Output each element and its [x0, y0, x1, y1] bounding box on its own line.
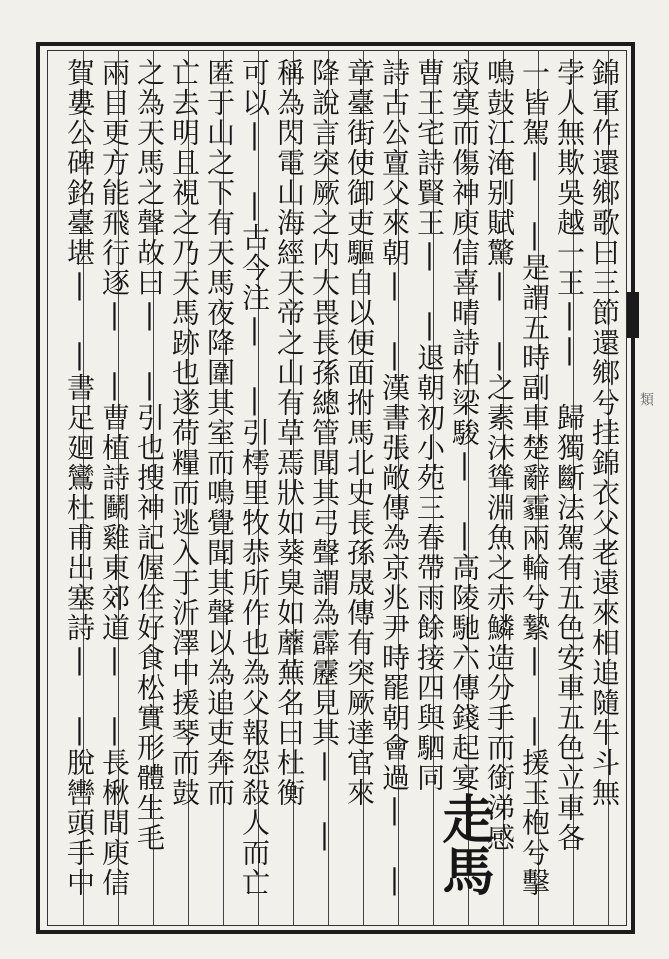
- text-column-4: 鳴鼓江淹别賦驚| |之素沫聳淵魚之赤鱗造分手而銜涕感: [483, 58, 516, 853]
- edge-marker-line: [627, 336, 639, 338]
- text-column-10: 稱為閃電山海經天帝之山有草焉狀如葵臭如蘼蕪名曰杜衡: [273, 58, 306, 808]
- text-column-8: 章臺街使御吏驅自以便面拊馬北史長孫晟傳有突厥達官來: [343, 58, 376, 808]
- text-column-3: 一皆駕| |是謂五時副車楚辭霾兩輪兮縶| |援玉枹兮擊: [518, 58, 551, 898]
- text-column-6: 曹王宅詩賢王| |退朝初小苑三春帶雨餘接四與駟同: [413, 58, 446, 793]
- text-column-11: 可以| |古今注| |引樗里牧恭所作也為父報怨殺人而亡: [238, 58, 271, 898]
- text-column-7: 詩古公亶父來朝| |漢書張敞傳為京兆尹時罷朝會過| |: [378, 58, 411, 898]
- text-column-12: 匿于山之下有天馬夜降圍其室而鳴覺聞其聲以為追吏奔而: [203, 58, 236, 808]
- margin-fragment: 類: [638, 392, 654, 406]
- text-column-16: 賀婁公碑銘臺堪| |書足廻鸞杜甫出塞詩| |脫轡頭手中: [63, 58, 96, 898]
- text-column-13: 亡去明且視之乃天馬跡也遂荷糧而逃入于沂澤中援琴而鼓: [168, 58, 201, 808]
- text-column-1: 錦軍作還鄉歌曰三節還鄉兮挂錦衣父老遠來相追隨牛斗無: [588, 58, 621, 808]
- text-column-9: 降說言突厥之内大畏長孫總管聞其弓聲謂為霹靂見其| |: [308, 58, 341, 853]
- edge-marker: [627, 292, 639, 336]
- entry-heading: 走馬: [433, 792, 494, 896]
- text-column-14: 之為天馬之聲故曰| |引也搜神記偓佺好食松實形體生毛: [133, 58, 166, 853]
- text-column-15: 兩目更方能飛行逐| |曹植詩鬭雞東郊道| |長楸間庾信: [98, 58, 131, 898]
- text-column-2: 孛人無欺吳越一王|| 歸獨斷法駕有五色安車五色立車各: [553, 58, 586, 853]
- text-column-5: 寂寞而傷神庾信喜晴詩柏梁駿| |高陵馳六傳錢起宴: [448, 58, 481, 793]
